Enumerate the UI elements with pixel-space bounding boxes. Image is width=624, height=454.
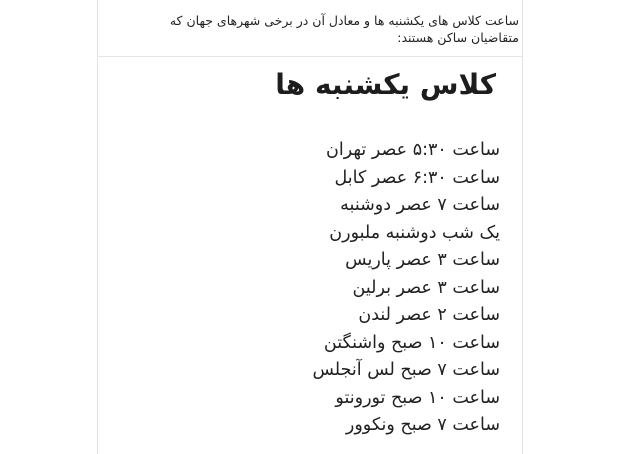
- divider: [98, 56, 522, 57]
- intro-line-1: ساعت کلاس های یکشنبه ها و معادل آن در برخی شهرهای جهان که: [169, 13, 519, 28]
- schedule-item-tehran: ساعت ۵:۳۰ عصر تهران: [325, 140, 500, 160]
- schedule-item-kabul: ساعت ۶:۳۰ عصر کابل: [334, 167, 500, 188]
- intro-line-2: متقاضیان ساکن هستند:: [397, 30, 519, 45]
- schedule-item-washington: ساعت ۱۰ صبح واشنگتن: [323, 332, 500, 353]
- schedule-item-melbourne: یک شب دوشنبه ملبورن: [329, 222, 500, 243]
- schedule-item-london: ساعت ۲ عصر لندن: [358, 305, 500, 325]
- schedule-item-berlin: ساعت ۳ عصر برلین: [352, 277, 500, 298]
- schedule-item-vancouver: ساعت ۷ صبح ونکوور: [345, 415, 500, 435]
- schedule-list: [313, 137, 501, 440]
- content-box: [97, 0, 523, 454]
- schedule-item-los-angeles: ساعت ۷ صبح لس آنجلس: [312, 360, 500, 380]
- intro-paragraph: [104, 12, 519, 46]
- page-heading: کلاس یکشنبه ها: [275, 68, 496, 101]
- schedule-item-paris: ساعت ۳ عصر پاریس: [345, 250, 500, 270]
- schedule-item-toronto: ساعت ۱۰ صبح تورونتو: [335, 387, 500, 408]
- schedule-item-dushanbe: ساعت ۷ عصر دوشنبه: [340, 195, 500, 215]
